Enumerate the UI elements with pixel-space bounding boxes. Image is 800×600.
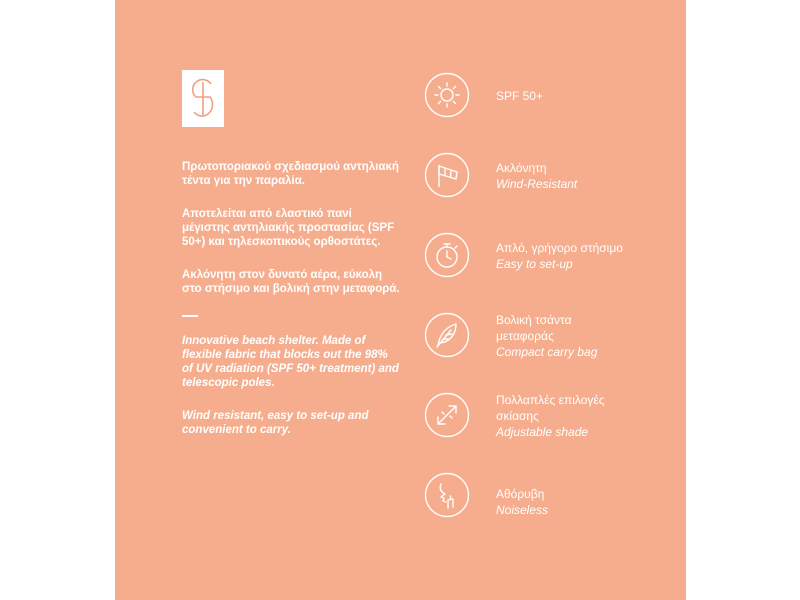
windsock-icon — [424, 152, 470, 198]
english-paragraph-1: Innovative beach shelter. Made of flexible fabric that blocks out the 98% of UV radiation (SPF 50+ treatment) and telescopic poles. — [182, 335, 399, 389]
greek-paragraph-3: Ακλόνητη στον δυνατό αέρα, εύκολη στο στήσιμο και βολική στην μεταφορά. — [182, 269, 400, 295]
feature-setup-english: Easy to set-up — [496, 257, 573, 271]
greek-paragraph-1: Πρωτοποριακού σχεδιασμού αντηλιακή τέντα για την παραλία. — [182, 161, 399, 187]
feature-shade-english: Adjustable shade — [496, 425, 589, 439]
feather-icon — [424, 312, 470, 358]
feature-noiseless — [424, 472, 684, 522]
quiet-face-icon — [424, 472, 470, 518]
feature-spf — [424, 72, 684, 122]
brand-logo — [182, 70, 224, 127]
feature-noiseless-greek: Αθόρυβη — [496, 487, 545, 501]
feature-bag-greek: Βολική τσάντα μεταφοράς — [496, 313, 572, 343]
feature-carry-bag — [424, 312, 684, 362]
feature-shade-greek: Πολλαπλές επιλογές σκίασης — [496, 393, 605, 423]
feature-wind-resistant — [424, 152, 684, 202]
feature-bag-english: Compact carry bag — [496, 345, 598, 359]
description-column — [182, 160, 400, 456]
divider — [182, 315, 198, 317]
english-paragraph-2: Wind resistant, easy to set-up and convenient to carry. — [182, 410, 369, 436]
feature-adjustable-shade — [424, 392, 684, 442]
feature-easy-setup — [424, 232, 684, 282]
feature-setup-greek: Απλό, γρήγορο στήσιμο — [496, 241, 623, 255]
adjust-arrows-icon — [424, 392, 470, 438]
feature-noiseless-english: Noiseless — [496, 503, 549, 517]
feature-wind-english: Wind-Resistant — [496, 177, 578, 191]
greek-paragraph-2: Αποτελείται από ελαστικό πανί μέγιστης αντηλιακής προστασίας (SPF 50+) και τηλεσκοπικούς ορθοστάτες. — [182, 208, 395, 248]
feature-wind-greek: Ακλόνητη — [496, 161, 547, 175]
sun-icon — [424, 72, 470, 118]
feature-spf-greek: SPF 50+ — [496, 89, 544, 103]
stopwatch-icon — [424, 232, 470, 278]
